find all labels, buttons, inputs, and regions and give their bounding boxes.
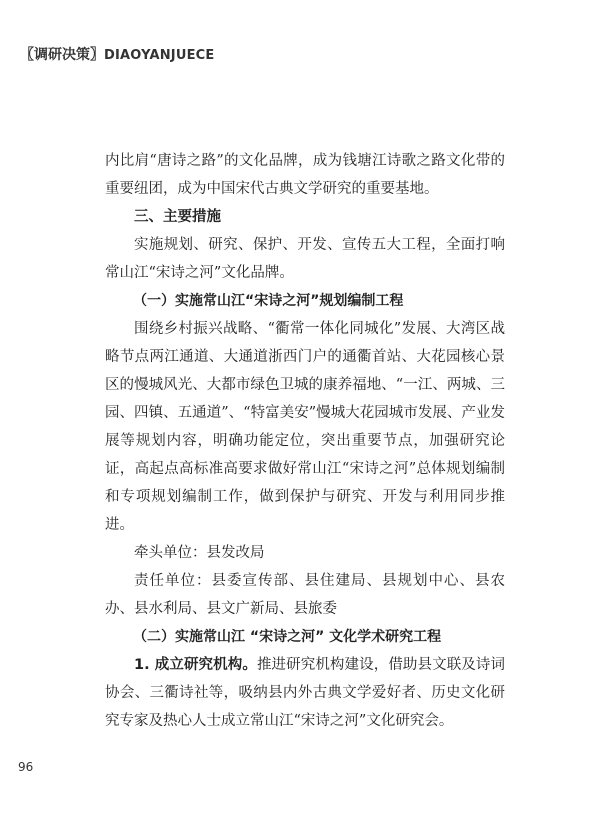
running-header bbox=[20, 44, 214, 64]
subsection-heading: （一）实施常山江“宋诗之河”规划编制工程 bbox=[133, 293, 404, 309]
header-title-en: DIAOYANJUECE bbox=[104, 48, 215, 63]
paragraph: 实施规划、研究、保护、开发、宣传五大工程，全面打响常山江“宋诗之河”文化品牌。 bbox=[105, 237, 505, 281]
item-text: 推进研究机构建设，借助县文联及诗词协会、三衢诗社等，吸纳县内外古典文学爱好者、历史文化研究专家及热心人士成立常山江“宋诗之河”文化研究会。 bbox=[105, 657, 505, 729]
article-body bbox=[105, 147, 505, 735]
responsible-units-line: 责任单位：县委宣传部、县住建局、县规划中心、县农办、县水利局、县文广新局、县旅委 bbox=[105, 573, 505, 617]
page-number: 96 bbox=[18, 760, 34, 774]
paragraph-continued: 内比肩“唐诗之路”的文化品牌，成为钱塘江诗歌之路文化带的重要纽团，成为中国宋代古典文学研究的重要基地。 bbox=[105, 153, 505, 197]
lead-unit-line: 牵头单位：县发改局 bbox=[134, 545, 265, 561]
subsection-heading: （二）实施常山江 “宋诗之河” 文化学术研究工程 bbox=[133, 629, 442, 645]
item-label: 1. 成立研究机构。 bbox=[134, 657, 257, 673]
paragraph: 围绕乡村振兴战略、“衢常一体化同城化”发展、大湾区战略节点两江通道、大通道浙西门户的通衢首站、大花园核心景区的慢城风光、大都市绿色卫城的康养福地、“一江、两城、三园、四镇、五通道”、“特富美安”慢城大花园城市发展、产业发展等规划内容，明确功能定位，突出重要节点，加强研究论证，高起点高标准高要求做好常山江“宋诗之河”总体规划编制和专项规划编制工作，做到保护与研究、开发与利用同步推进。 bbox=[105, 321, 505, 533]
section-heading: 三、主要措施 bbox=[134, 208, 221, 225]
paragraph bbox=[105, 651, 505, 735]
header-title-cn: 〖调研决策〗 bbox=[20, 47, 104, 63]
